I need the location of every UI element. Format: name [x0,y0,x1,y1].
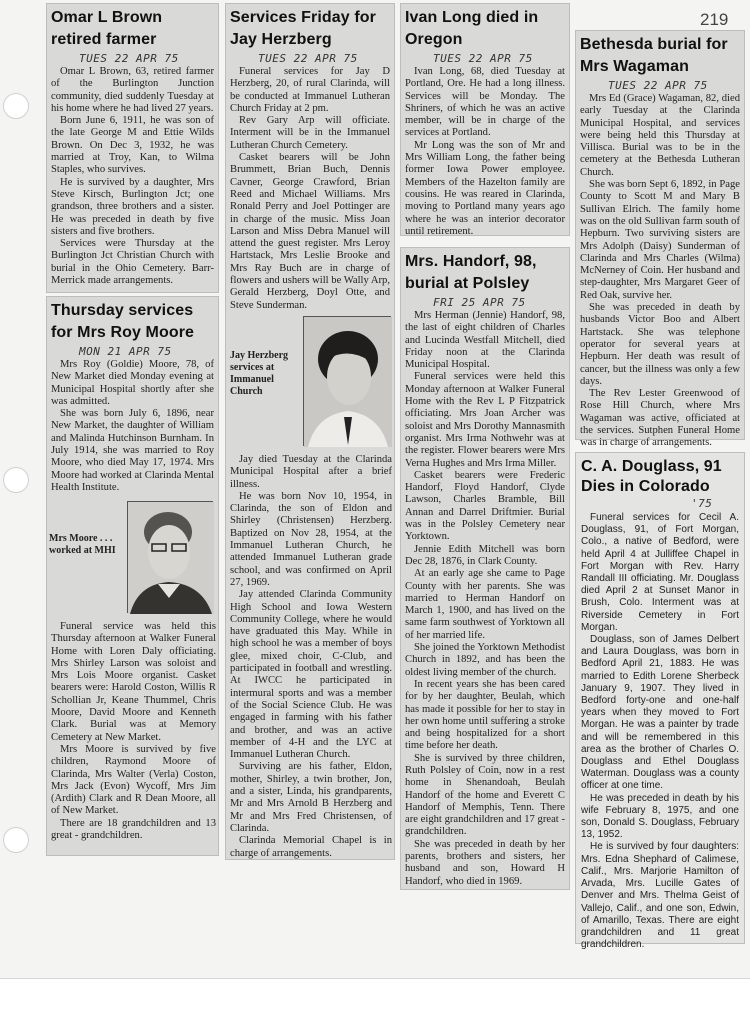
paragraph: Services were Thursday at the Burlington Jct Christian Church with burial in the Ohio Cemetery. Barr-Merrick made arrangements. [51,238,214,287]
headline: Bethesda burial for Mrs Wagaman [580,36,728,75]
headline: Services Friday for Jay Herzberg [230,9,376,48]
date-stamp: '75 [691,497,713,510]
paragraph: Funeral services for Cecil A. Douglass, 91, of Fort Morgan, Colo., a native of Bedford, were held April 4 at Julliffee Chapel in Fort Morgan with Rev. Harry Randall III officiating. Mr. Douglass died April 2 at Sunset Manor in Brush, Colo. Interment was at Riverside Cemetery in Fort Morgan. [581,512,739,633]
paragraph: Mrs Ed (Grace) Wagaman, 82, died early Tuesday at the Clarinda Municipal Hospital, and services were being held this Thursday at Villisca. Burial was to be in the cemetery at the Bethesda Lutheran Church. [580,93,740,178]
paragraph: He is survived by four daughters: Mrs. Edna Shephard of Calimese, Calif., Mrs. Marjorie Hamilton of Arvada, Mrs. Lucille Gates of Denver and Mrs. Thelma Geist of Vallejo, Calif., and one son, Edwin, of Amarillo, Texas. There are eight grandchildren and 11 great grandchildren. [581,841,739,951]
paragraph: Mrs Roy (Goldie) Moore, 78, of New Market died Monday evening at Municipal Hospital shortly after she was admitted. [51,359,214,407]
article-body-continued [51,621,216,842]
page-bottom-margin [0,978,750,1033]
paragraph: He is survived by a daughter, Mrs Steve Kirsch, Burlington Jct; one grandson, three brothers and a sister. He was preceded in death by five sisters and five brothers. [51,176,214,237]
paragraph: Ivan Long, 68, died Tuesday at Portland, Ore. He had a long illness. Services will be Monday. The Shriners, of which he was an active member, will be in charge of the services at Portland. [405,66,565,139]
headline: Ivan Long died in Oregon [405,9,539,48]
binder-hole [3,827,29,853]
paragraph: Surviving are his father, Eldon, mother, Shirley, a twin brother, Jon, and a sister, Linda, his grandparents, Mr and Mrs Arnold B Herzberg and Mr and Mrs Fred Christensen, of Clarinda. [230,761,392,834]
paragraph: Casket bearers were Frederic Handorf, Floyd Handorf, Clyde Lawson, Charles Bramble, Bill Annan and Darrel Driftmier. Burial was in the Polsley Cemetery near Yorktown. [405,469,565,543]
paragraph: He was preceded in death by his wife February 8, 1975, and one son, Donald S. Douglass, February 13, 1952. [581,792,739,841]
obituary-long [400,3,570,236]
photo-caption: Mrs Moore . . . worked at MHI [49,533,116,556]
paragraph: Rev Gary Arp will officiate. Interment will be in the Immanuel Lutheran Church Cemetery. [230,115,390,151]
paragraph: She is survived by three children, Ruth Polsley of Coin, now in a rest home in Shenandoah, Beulah Handorf of the home and Everett C Handorf of Memphis, Tenn. There are eight grandchildren and 17 great - grandchildren. [405,752,565,838]
paragraph: Jennie Edith Mitchell was born Dec 28, 1876, in Clark County. [405,543,565,567]
paragraph: She joined the Yorktown Methodist Church in 1892, and has been the oldest living member of the church. [405,642,565,678]
paragraph: She was preceded in death by husbands Victor Boo and Albert Hartstack. She was telephone operator for several years at Hepburn. Her death was result of cancer, but the illness was only a few days. [580,302,740,387]
portrait-icon [304,317,392,447]
article-body [51,66,214,287]
paragraph: Mrs Moore is survived by five children, Raymond Moore of Clarinda, Mrs Walter (Verla) Coston, Mrs Jack (Evon) Wycoff, Mrs Jim (Ardith) Clark and R Dean Moore, all of New Market. [51,743,216,817]
obituary-wagaman [575,30,745,449]
paragraph: Jay attended Clarinda Community High School and Iowa Western Community College, where he would have graduated this May. While in high school he was a member of boys glee, mixed choir, C-Club, and participated in football and wrestling. At IWCC he participated in intermural sports and was a member of the Social Science Club. He was engaged in farming with his father and brother, and was an active member of 4-H and the LYC at Immanuel Lutheran Church. [230,589,392,761]
paragraph: Funeral services were held this Monday afternoon at Walker Funeral Home with the Rev L P Fitzpatrick officiating. Mrs Joan Archer was soloist and Mrs Dorothy Mannasmith organist. Mrs Irma Nothwehr was at the register. Flower bearers were Mrs Verna Hughes and Mrs Irma Miller. [405,371,565,469]
obituary-moore [46,296,219,856]
date-stamp: TUES 22 APR 75 [608,79,708,92]
paragraph: Douglass, son of James Delbert and Laura Douglass, was born in Bedford April 21, 1883. He was married to Edith Lorene Sherbeck January 9, 1907. They lived in Bedford forty-one and one-half years when they moved to Fort Morgan. He was a painter by trade and will be remembered in this area as the brother of Charles O. Douglass and Ethel Douglass Waterman. Douglass was a county officer at one time. [581,634,739,792]
date-stamp: FRI 25 APR 75 [433,296,526,309]
headline: Omar L Brown retired farmer [51,9,163,48]
paragraph: At an early age she came to Page County with her parents. She was married to Herman Handorf on March 1, 1900, and has lived on the same farm southwest of Yorktown all of her married life. [405,568,565,641]
portrait-photo-moore [127,501,213,613]
paragraph: Jay died Tuesday at the Clarinda Municipal Hospital after a brief illness. [230,454,392,490]
paragraph: The Rev Lester Greenwood of Rose Hill Church, where Mrs Wagaman was active, officiated at the services. Sutphen Funeral Home was in charge of arrangements. [580,388,740,449]
paragraph: Omar L Brown, 63, retired farmer of the Burlington Junction community, died suddenly Tuesday at his home where he had lived 27 years. [51,66,214,114]
obituary-douglass [575,452,745,951]
article-body [405,310,565,888]
article-body [51,359,214,509]
portrait-photo-herzberg [303,316,391,446]
paragraph: There are 18 grandchildren and 13 great - grandchildren. [51,817,216,842]
page-number: 219 [700,10,729,29]
obituary-handorf [400,247,570,890]
date-stamp: TUES 22 APR 75 [433,52,533,65]
article-body [580,93,740,450]
headline: Thursday services for Mrs Roy Moore [51,302,195,341]
paragraph: Funeral service was held this Thursday afternoon at Walker Funeral Home with Loren Daly officiating. Mrs Shirley Larson was soloist and Mrs Lois Moore organist. Casket bearers were: Harold Coston, Willis R Schollian Jr, Keane Thummel, Chris Moore, David Moore and Kenneth Clark. Burial was at Memory Cemetery at New Market. [51,621,216,743]
photo-caption: Jay Herzberg services at Immanuel Church [230,350,289,397]
article-body [405,66,565,238]
date-stamp: TUES 22 APR 75 [79,52,179,65]
article-body-continued [230,454,392,860]
paragraph: Casket bearers will be John Brummett, Brian Buch, Dennis Cavner, George Crawford, Brian Reed and Michael Williams. Mrs Ronald Perry and Joel Pottinger are in charge of the music. Miss Joan Larson and Miss Debra Manuel will attend the guest register. Mrs Leroy Hartstack, Mrs Leslie Brooke and Mrs Ray Buch are in charge of flowers and ushers will be Wally Arp, Gerald Herzberg, Doyl Otte, and Steve Sunderman. [230,152,390,311]
binder-hole [3,467,29,493]
paragraph: She was born July 6, 1896, near New Market, the daughter of William and Malinda Hutchinson Burnham. In July 1914, she was married to Roy Moore, who died May 17, 1974. Mrs Moore had worked at Clarinda Mental Health Institute. [51,408,214,493]
paragraph: Clarinda Memorial Chapel is in charge of arrangements. [230,835,392,859]
obituary-brown [46,3,219,293]
obituary-herzberg [225,3,395,860]
date-stamp: MON 21 APR 75 [79,345,172,358]
article-body [581,512,739,951]
paragraph: Mr Long was the son of Mr and Mrs William Long, the father being former Iowa Power employee. Members of the Hazelton family are cousins. He was reared in Clarinda, moving to Portland many years ago where he was an interior decorator until retirement. [405,139,565,237]
paragraph: Born June 6, 1911, he was son of the late George M and Ettie Wilds Brown. On Dec 3, 1932, he was married at Troy, Kan, to Wilma Staples, who survives. [51,115,214,176]
paragraph: She was preceded in death by her parents, brothers and sisters, her husband and son, Howard H Handorf, who died in 1969. [405,838,565,887]
paragraph: Funeral services for Jay D Herzberg, 20, of rural Clarinda, will be conducted at Immanuel Lutheran Church Friday at 2 pm. [230,66,390,114]
date-stamp: TUES 22 APR 75 [258,52,358,65]
paragraph: He was born Nov 10, 1954, in Clarinda, the son of Eldon and Shirley (Christensen) Herzberg. Baptized on Nov 28, 1954, at the Immanuel Lutheran Church, he attended Immanuel Lutheran grade school, and was confirmed on April 27, 1969. [230,490,392,588]
headline: Mrs. Handorf, 98, burial at Polsley [405,253,537,292]
article-body [230,66,390,324]
paragraph: In recent years she has been cared for by her daughter, Beulah, which has made it possible for her to stay in her own home until suffering a stroke and being hospitalized for a short time before her death. [405,678,565,752]
headline: C. A. Douglass, 91 Dies in Colorado [581,458,722,495]
paragraph: Mrs Herman (Jennie) Handorf, 98, the last of eight children of Charles and Lucinda Westfall Mitchell, died Friday noon at the Clarinda Municipal Hospital. [405,310,565,371]
portrait-icon [128,502,214,614]
paragraph: She was born Sept 6, 1892, in Page County to Scott M and Mary B Sullivan Elrich. The family home was on the old Sullivan farm south of Hepburn. Two surviving sisters are Mrs Adolph (Daisy) Sunderman of Clarinda and Mrs Charles (Wilma) McNerney of Coin. Her husband and step-daughter, Mrs Margaret Geer of Red Oak, survive her. [580,179,740,301]
binder-hole [3,93,29,119]
